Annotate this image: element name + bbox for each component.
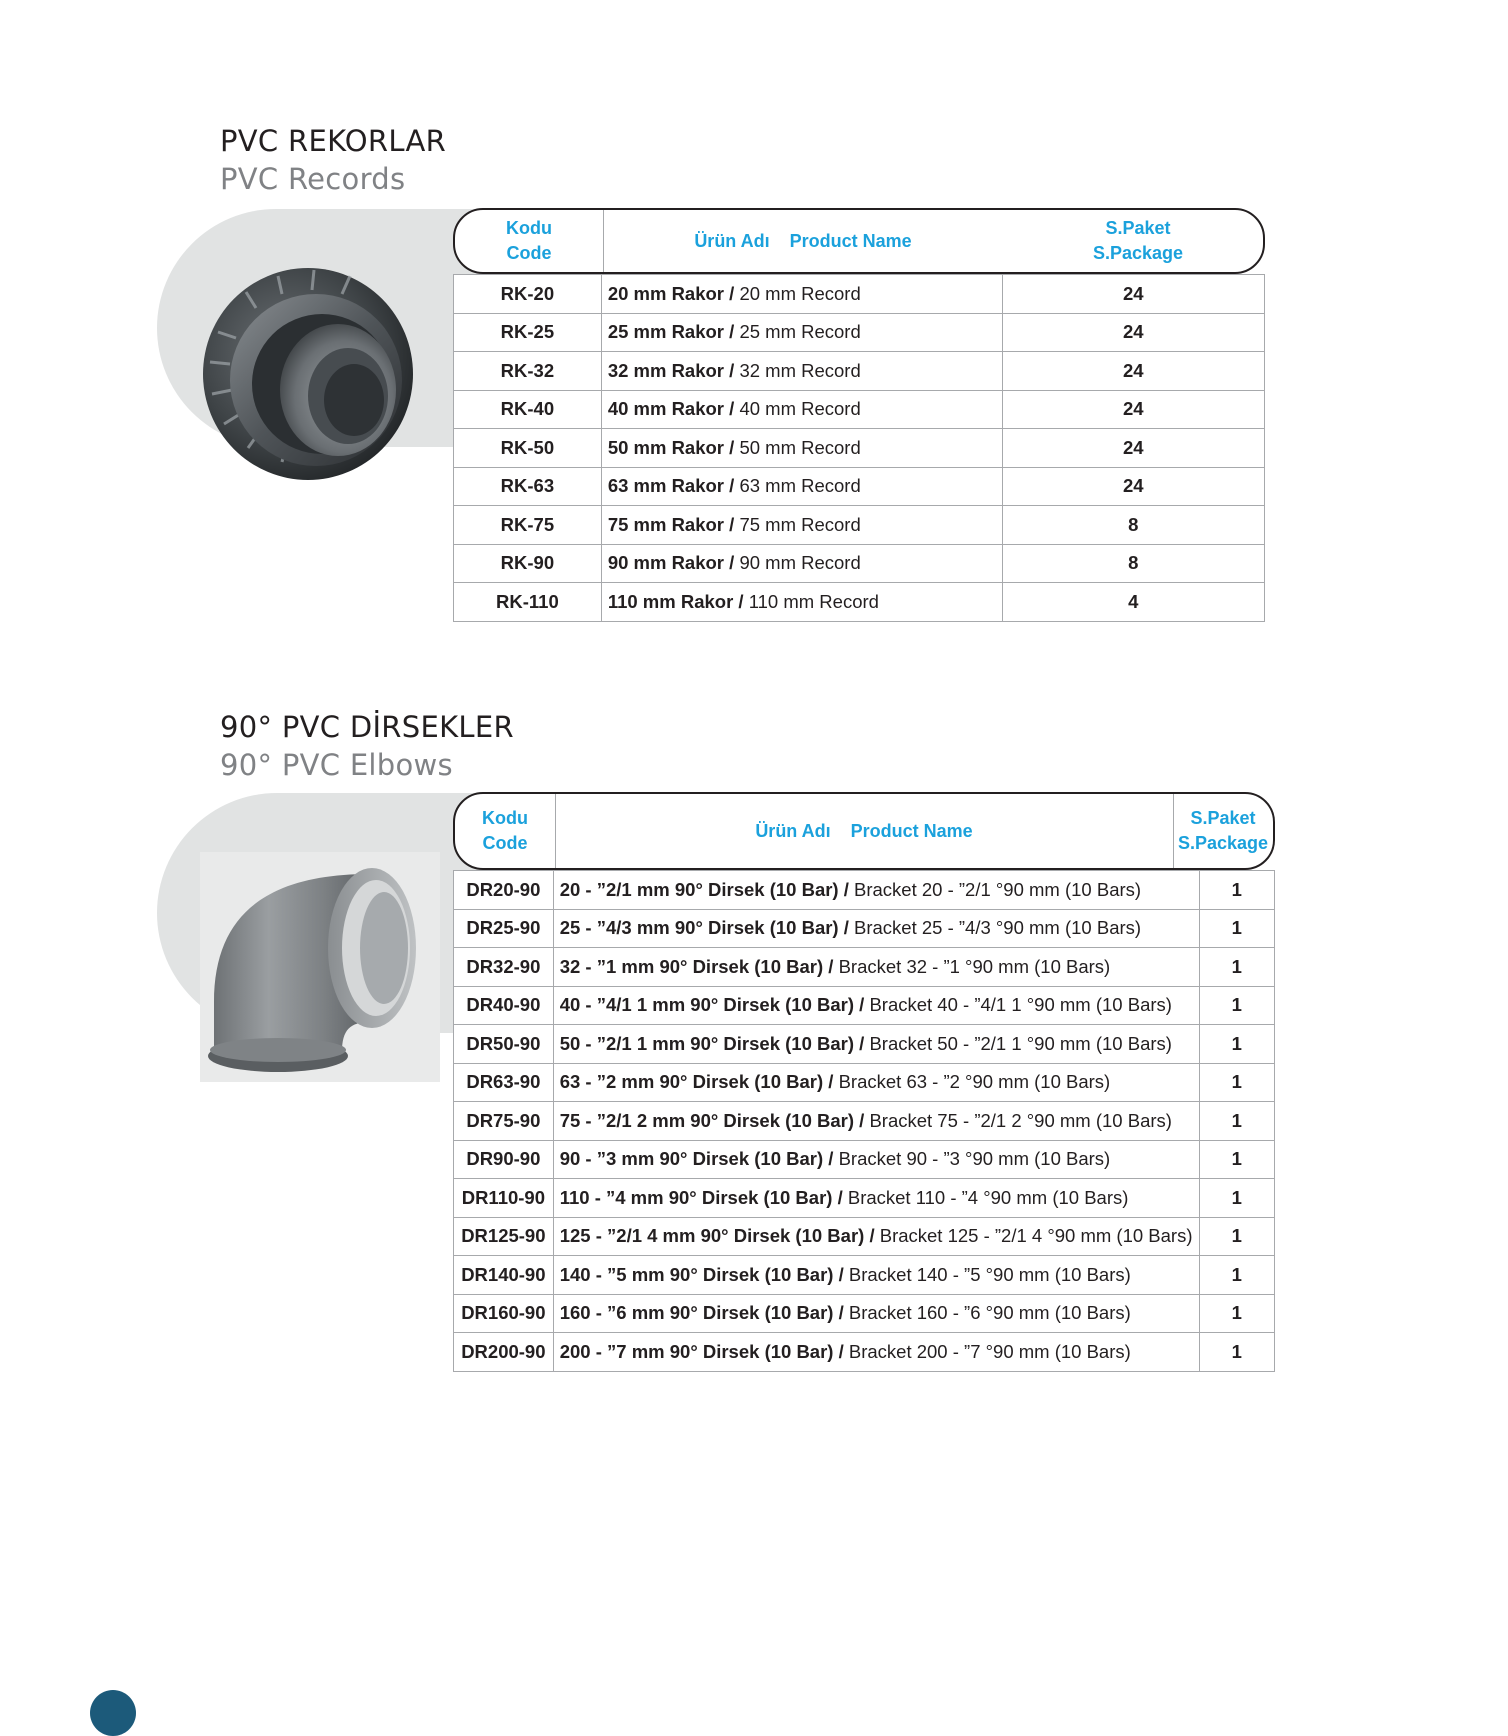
product-name-en: Bracket 75 - ”2/1 2 °90 mm (10 Bars) — [869, 1109, 1172, 1131]
header-name-tr: Ürün Adı — [755, 820, 831, 841]
table-row — [454, 390, 1265, 429]
package-quantity: 8 — [1002, 506, 1264, 545]
table-row — [454, 1294, 1275, 1333]
product-name — [553, 1025, 1199, 1064]
product-name-tr: 20 mm Rakor / — [607, 282, 735, 304]
section-title-records-en: PVC Records — [220, 162, 406, 196]
product-code: RK-110 — [454, 583, 602, 622]
table-row — [454, 467, 1265, 506]
product-name-tr: 75 mm Rakor / — [607, 513, 735, 535]
product-code: DR140-90 — [454, 1256, 554, 1295]
header-package — [1173, 794, 1273, 868]
product-name-tr: 25 mm Rakor / — [607, 321, 735, 343]
records-table — [453, 274, 1265, 622]
header-qty-en: S.Package — [1092, 243, 1184, 263]
table-row — [454, 1217, 1275, 1256]
package-quantity: 1 — [1199, 1294, 1275, 1333]
pvc-union-image — [198, 262, 428, 490]
table-row — [454, 948, 1275, 987]
product-name-tr: 40 mm Rakor / — [607, 398, 735, 420]
product-name-en: Bracket 160 - ”6 °90 mm (10 Bars) — [848, 1302, 1131, 1324]
product-code: DR63-90 — [454, 1063, 554, 1102]
header-qty-tr: S.Paket — [1190, 808, 1256, 828]
product-code: DR20-90 — [454, 871, 554, 910]
product-code: RK-63 — [454, 467, 602, 506]
header-name-en: Product Name — [789, 230, 912, 251]
product-code: DR160-90 — [454, 1294, 554, 1333]
section-title-elbows-tr: 90° PVC DİRSEKLER — [220, 710, 514, 744]
product-name-en: Bracket 200 - ”7 °90 mm (10 Bars) — [848, 1340, 1131, 1362]
product-code: DR200-90 — [454, 1333, 554, 1372]
product-name — [553, 1140, 1199, 1179]
table-row — [454, 1025, 1275, 1064]
product-name-en: Bracket 25 - ”4/3 °90 mm (10 Bars) — [854, 917, 1142, 939]
header-code-en: Code — [482, 833, 528, 853]
table-row — [454, 1179, 1275, 1218]
product-name — [553, 1333, 1199, 1372]
product-name-tr: 63 - ”2 mm 90° Dirsek (10 Bar) / — [559, 1071, 834, 1093]
table-row — [454, 986, 1275, 1025]
package-quantity: 1 — [1199, 1256, 1275, 1295]
package-quantity: 24 — [1002, 429, 1264, 468]
elbows-table — [453, 870, 1275, 1372]
table-row — [454, 313, 1265, 352]
table-row — [454, 1102, 1275, 1141]
package-quantity: 1 — [1199, 871, 1275, 910]
product-code: DR125-90 — [454, 1217, 554, 1256]
product-name — [553, 1217, 1199, 1256]
product-name-en: 25 mm Record — [739, 321, 861, 343]
product-name-en: Bracket 63 - ”2 °90 mm (10 Bars) — [838, 1071, 1111, 1093]
package-quantity: 1 — [1199, 1333, 1275, 1372]
product-name — [553, 1102, 1199, 1141]
product-code: RK-25 — [454, 313, 602, 352]
product-name — [553, 1256, 1199, 1295]
product-name — [601, 390, 1002, 429]
table-row — [454, 583, 1265, 622]
package-quantity: 1 — [1199, 986, 1275, 1025]
product-name-en: Bracket 50 - ”2/1 1 °90 mm (10 Bars) — [869, 1032, 1172, 1054]
product-name-en: 110 mm Record — [748, 590, 879, 612]
product-code: RK-20 — [454, 275, 602, 314]
pvc-elbow-image — [200, 852, 440, 1082]
table-row — [454, 429, 1265, 468]
table-row — [454, 1333, 1275, 1372]
product-code: DR50-90 — [454, 1025, 554, 1064]
records-table-header — [453, 208, 1265, 274]
product-name-en: Bracket 110 - ”4 °90 mm (10 Bars) — [847, 1186, 1129, 1208]
package-quantity: 24 — [1002, 467, 1264, 506]
table-row — [454, 1256, 1275, 1295]
product-name-tr: 40 - ”4/1 1 mm 90° Dirsek (10 Bar) / — [559, 994, 865, 1016]
product-name-en: Bracket 20 - ”2/1 °90 mm (10 Bars) — [854, 878, 1142, 900]
table-row — [454, 1063, 1275, 1102]
product-name — [601, 352, 1002, 391]
product-name-tr: 110 - ”4 mm 90° Dirsek (10 Bar) / — [559, 1186, 843, 1208]
product-name — [601, 506, 1002, 545]
table-row — [454, 352, 1265, 391]
product-name-tr: 90 - ”3 mm 90° Dirsek (10 Bar) / — [559, 1148, 834, 1170]
package-quantity: 1 — [1199, 1179, 1275, 1218]
product-name-en: 63 mm Record — [739, 475, 861, 497]
product-name-tr: 160 - ”6 mm 90° Dirsek (10 Bar) / — [559, 1302, 844, 1324]
product-name-tr: 75 - ”2/1 2 mm 90° Dirsek (10 Bar) / — [559, 1109, 865, 1131]
package-quantity: 8 — [1002, 544, 1264, 583]
product-name-en: Bracket 90 - ”3 °90 mm (10 Bars) — [838, 1148, 1111, 1170]
product-name — [553, 948, 1199, 987]
product-name-en: 40 mm Record — [739, 398, 861, 420]
product-name — [601, 583, 1002, 622]
product-code: DR110-90 — [454, 1179, 554, 1218]
elbows-table-header — [453, 792, 1275, 870]
product-name-en: 50 mm Record — [739, 436, 861, 458]
product-name-tr: 50 - ”2/1 1 mm 90° Dirsek (10 Bar) / — [559, 1032, 865, 1054]
product-code: RK-40 — [454, 390, 602, 429]
product-name-tr: 140 - ”5 mm 90° Dirsek (10 Bar) / — [559, 1263, 844, 1285]
header-code-en: Code — [506, 243, 552, 263]
header-code-tr: Kodu — [482, 808, 528, 828]
header-product-name — [555, 794, 1173, 868]
product-name-en: Bracket 125 - ”2/1 4 °90 mm (10 Bars) — [879, 1225, 1193, 1247]
product-name — [553, 986, 1199, 1025]
product-code: RK-50 — [454, 429, 602, 468]
product-code: DR75-90 — [454, 1102, 554, 1141]
product-name-en: 32 mm Record — [739, 359, 861, 381]
product-name-tr: 50 mm Rakor / — [607, 436, 735, 458]
product-code: DR40-90 — [454, 986, 554, 1025]
package-quantity: 1 — [1199, 1102, 1275, 1141]
product-name-tr: 32 - ”1 mm 90° Dirsek (10 Bar) / — [559, 955, 834, 977]
product-name — [601, 275, 1002, 314]
product-name-en: 90 mm Record — [739, 552, 861, 574]
header-name-tr: Ürün Adı — [694, 230, 770, 251]
package-quantity: 1 — [1199, 948, 1275, 987]
product-name — [553, 871, 1199, 910]
header-code-tr: Kodu — [506, 218, 552, 238]
product-name-en: 20 mm Record — [739, 282, 861, 304]
header-qty-en: S.Package — [1177, 833, 1269, 853]
product-name-en: Bracket 40 - ”4/1 1 °90 mm (10 Bars) — [869, 994, 1172, 1016]
product-code: RK-75 — [454, 506, 602, 545]
product-name-tr: 20 - ”2/1 mm 90° Dirsek (10 Bar) / — [559, 878, 849, 900]
product-code: DR25-90 — [454, 909, 554, 948]
header-qty-tr: S.Paket — [1105, 218, 1171, 238]
table-row — [454, 506, 1265, 545]
package-quantity: 1 — [1199, 1063, 1275, 1102]
package-quantity: 24 — [1002, 313, 1264, 352]
package-quantity: 1 — [1199, 909, 1275, 948]
header-name-en: Product Name — [850, 820, 973, 841]
table-row — [454, 871, 1275, 910]
package-quantity: 24 — [1002, 352, 1264, 391]
product-code: RK-32 — [454, 352, 602, 391]
product-name — [601, 544, 1002, 583]
product-code: DR32-90 — [454, 948, 554, 987]
product-code: DR90-90 — [454, 1140, 554, 1179]
product-name — [601, 313, 1002, 352]
table-row — [454, 1140, 1275, 1179]
corner-decoration — [90, 1690, 136, 1736]
product-name-tr: 90 mm Rakor / — [607, 552, 735, 574]
package-quantity: 24 — [1002, 275, 1264, 314]
header-code — [455, 794, 555, 868]
product-name-tr: 25 - ”4/3 mm 90° Dirsek (10 Bar) / — [559, 917, 849, 939]
product-name-en: Bracket 140 - ”5 °90 mm (10 Bars) — [848, 1263, 1131, 1285]
product-name-tr: 200 - ”7 mm 90° Dirsek (10 Bar) / — [559, 1340, 844, 1362]
header-product-name — [603, 210, 1003, 272]
product-name — [601, 467, 1002, 506]
package-quantity: 1 — [1199, 1140, 1275, 1179]
product-name-tr: 32 mm Rakor / — [607, 359, 735, 381]
product-name — [553, 1294, 1199, 1333]
product-name-tr: 63 mm Rakor / — [607, 475, 735, 497]
header-package — [1003, 210, 1273, 272]
table-row — [454, 275, 1265, 314]
package-quantity: 1 — [1199, 1025, 1275, 1064]
header-code — [455, 210, 603, 272]
table-row — [454, 544, 1265, 583]
product-name-en: 75 mm Record — [739, 513, 861, 535]
product-name — [553, 909, 1199, 948]
package-quantity: 1 — [1199, 1217, 1275, 1256]
section-title-records-tr: PVC REKORLAR — [220, 124, 447, 158]
package-quantity: 24 — [1002, 390, 1264, 429]
product-name — [553, 1063, 1199, 1102]
product-name — [553, 1179, 1199, 1218]
table-row — [454, 909, 1275, 948]
package-quantity: 4 — [1002, 583, 1264, 622]
product-name-tr: 125 - ”2/1 4 mm 90° Dirsek (10 Bar) / — [559, 1225, 875, 1247]
product-name — [601, 429, 1002, 468]
product-code: RK-90 — [454, 544, 602, 583]
product-name-tr: 110 mm Rakor / — [607, 590, 744, 612]
product-name-en: Bracket 32 - ”1 °90 mm (10 Bars) — [838, 955, 1111, 977]
section-title-elbows-en: 90° PVC Elbows — [220, 748, 453, 782]
